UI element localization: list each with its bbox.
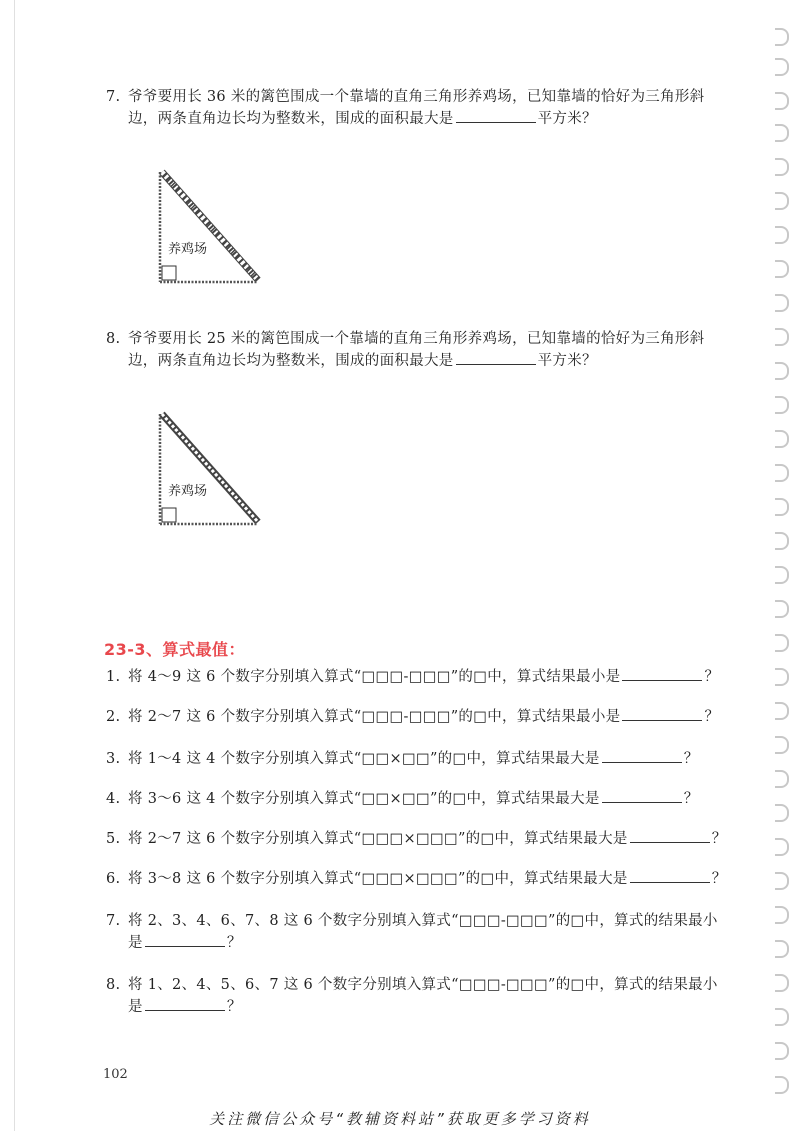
formula-problem-7	[106, 910, 726, 954]
answer-blank[interactable]	[456, 350, 536, 365]
problem-text-suffix: ？	[226, 999, 242, 1015]
problem-number: 8.	[106, 331, 121, 347]
triangle-figure-8	[150, 406, 270, 536]
problem-text-line2: 边，两条直角边长均为整数米，围成的面积最大是	[128, 353, 454, 369]
problem-text-suffix: ？	[226, 935, 242, 951]
problem-text: 将 2～7 这 6 个数字分别填入算式“□□□-□□□”的□中，算式结果最小是	[128, 709, 621, 725]
formula-problem-1	[106, 666, 726, 688]
problem-text: 将 3～8 这 6 个数字分别填入算式“□□□×□□□”的□中，算式结果最大是	[128, 871, 628, 887]
problem-number: 7.	[106, 89, 121, 105]
problem-text-suffix: ？	[711, 831, 727, 847]
answer-blank[interactable]	[622, 666, 702, 681]
problem-number: 2.	[106, 709, 121, 725]
answer-blank[interactable]	[630, 828, 710, 843]
problem-number: 4.	[106, 791, 121, 807]
problem-number: 1.	[106, 669, 121, 685]
problem-text-line2: 是	[128, 935, 143, 951]
footer-note: 关注微信公众号“教辅资料站”获取更多学习资料	[209, 1110, 591, 1128]
fence-problem-7	[106, 86, 726, 130]
problem-text-line1: 将 2、3、4、6、7、8 这 6 个数字分别填入算式“□□□-□□□”的□中，算式的结果最小	[128, 913, 718, 929]
problem-text-suffix: ？	[704, 669, 720, 685]
problem-text-suffix: ？	[683, 791, 699, 807]
section-title: 23-3、算式最值：	[104, 640, 246, 659]
answer-blank[interactable]	[602, 748, 682, 763]
problem-number: 5.	[106, 831, 121, 847]
formula-problem-4	[106, 788, 726, 810]
problem-text-line1: 爷爷要用长 36 米的篱笆围成一个靠墙的直角三角形养鸡场，已知靠墙的恰好为三角形斜	[128, 89, 705, 105]
problem-text: 将 1～4 这 4 个数字分别填入算式“□□×□□”的□中，算式结果最大是	[128, 751, 600, 767]
formula-problem-5	[106, 828, 726, 850]
triangle-figure-7	[150, 164, 270, 294]
problem-text-line1: 爷爷要用长 25 米的篱笆围成一个靠墙的直角三角形养鸡场，已知靠墙的恰好为三角形斜	[128, 331, 705, 347]
page-edge-line	[14, 0, 15, 1131]
answer-blank[interactable]	[602, 788, 682, 803]
answer-blank[interactable]	[630, 868, 710, 883]
answer-blank[interactable]	[456, 108, 536, 123]
answer-blank[interactable]	[622, 706, 702, 721]
problem-text-line2: 是	[128, 999, 143, 1015]
problem-number: 8.	[106, 977, 121, 993]
formula-problem-8	[106, 974, 726, 1018]
problem-text-suffix: ？	[683, 751, 699, 767]
formula-problem-6	[106, 868, 726, 890]
problem-number: 3.	[106, 751, 121, 767]
fence-problem-8	[106, 328, 726, 372]
problem-text-line2: 边，两条直角边长均为整数米，围成的面积最大是	[128, 111, 454, 127]
answer-blank[interactable]	[145, 996, 225, 1011]
problem-text-suffix: 平方米？	[537, 353, 597, 369]
problem-text: 将 2～7 这 6 个数字分别填入算式“□□□×□□□”的□中，算式结果最大是	[128, 831, 628, 847]
problem-text: 将 3～6 这 4 个数字分别填入算式“□□×□□”的□中，算式结果最大是	[128, 791, 600, 807]
problem-text-suffix: 平方米？	[537, 111, 597, 127]
problem-text-suffix: ？	[704, 709, 720, 725]
figure-label: 养鸡场	[168, 484, 208, 499]
problem-number: 7.	[106, 913, 121, 929]
problem-text-line1: 将 1、2、4、5、6、7 这 6 个数字分别填入算式“□□□-□□□”的□中，算式的结果最小	[128, 977, 718, 993]
formula-problem-2	[106, 706, 726, 728]
answer-blank[interactable]	[145, 932, 225, 947]
problem-text-suffix: ？	[711, 871, 727, 887]
problem-text: 将 4～9 这 6 个数字分别填入算式“□□□-□□□”的□中，算式结果最小是	[128, 669, 621, 685]
page-number: 102	[103, 1067, 128, 1082]
figure-label: 养鸡场	[168, 242, 208, 257]
problem-number: 6.	[106, 871, 121, 887]
formula-problem-3	[106, 748, 726, 770]
